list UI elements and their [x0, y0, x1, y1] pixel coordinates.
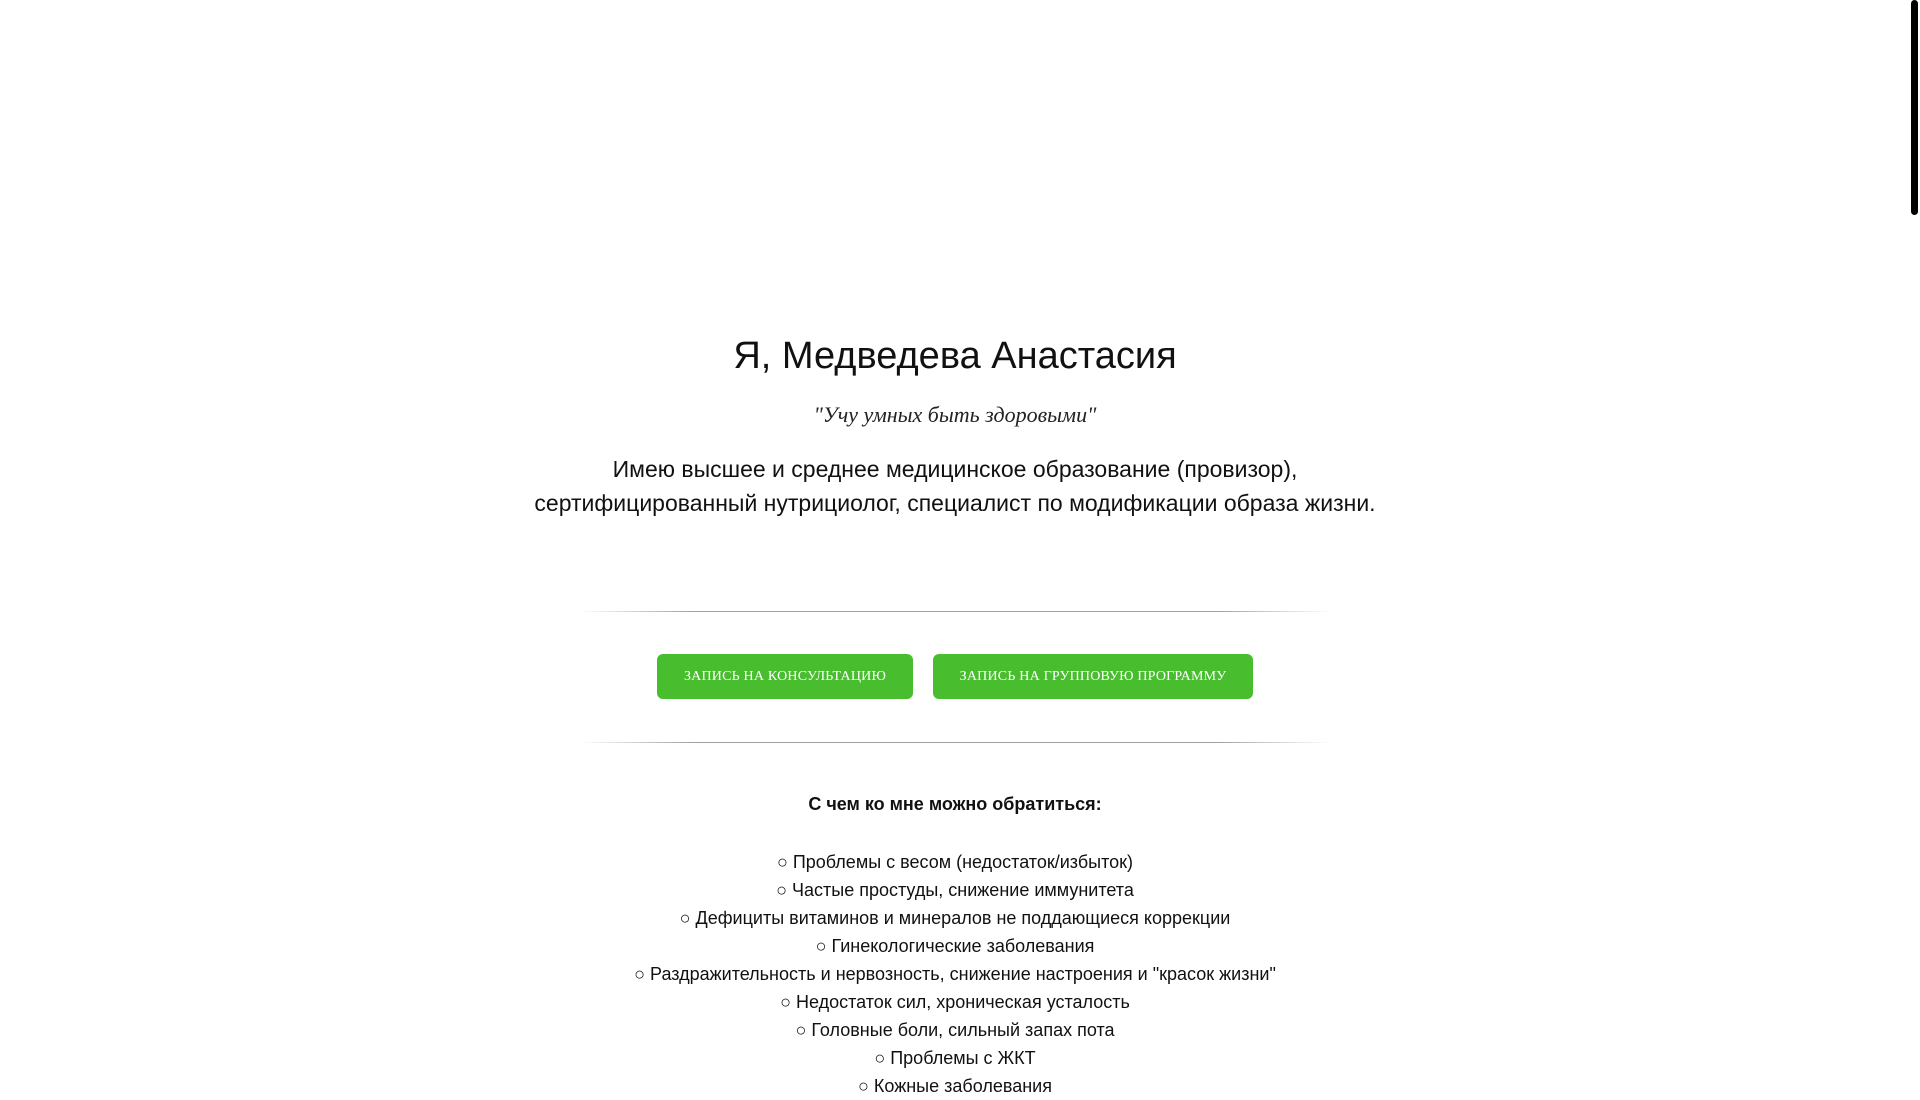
- list-item: ○ Головные боли, сильный запах пота: [795, 1020, 1115, 1040]
- consultation-button[interactable]: ЗАПИСЬ НА КОНСУЛЬТАЦИЮ: [657, 654, 913, 699]
- list-item: ○ Кожные заболевания: [858, 1076, 1052, 1096]
- page-title: Я, Медведева Анастасия: [733, 335, 1177, 377]
- help-list: [0, 848, 1910, 1100]
- scrollbar[interactable]: [1908, 0, 1920, 1080]
- divider-bottom: [580, 742, 1330, 743]
- list-item: ○ Частые простуды, снижение иммунитета: [776, 880, 1134, 900]
- list-item: ○ Гинекологические заболевания: [815, 936, 1095, 956]
- help-section-title: С чем ко мне можно обратиться:: [808, 794, 1102, 814]
- group-program-button[interactable]: ЗАПИСЬ НА ГРУППОВУЮ ПРОГРАММУ: [933, 654, 1253, 699]
- list-item: ○ Недостаток сил, хроническая усталость: [780, 992, 1130, 1012]
- intro-text: Имею высшее и среднее медицинское образование (провизор), сертифицированный нутрициолог, специалист по модификации образа жизни.: [534, 456, 1376, 516]
- list-item: ○ Дефициты витаминов и минералов не поддающиеся коррекции: [679, 908, 1231, 928]
- motto-quote: "Учу умных быть здоровыми": [813, 402, 1097, 427]
- list-item: ○ Раздражительность и нервозность, снижение настроения и "красок жизни": [634, 964, 1276, 984]
- divider-top: [580, 611, 1330, 612]
- list-item: ○ Проблемы с ЖКТ: [874, 1048, 1036, 1068]
- list-item: ○ Проблемы с весом (недостаток/избыток): [776, 852, 1134, 872]
- scrollbar-thumb[interactable]: [1911, 0, 1918, 215]
